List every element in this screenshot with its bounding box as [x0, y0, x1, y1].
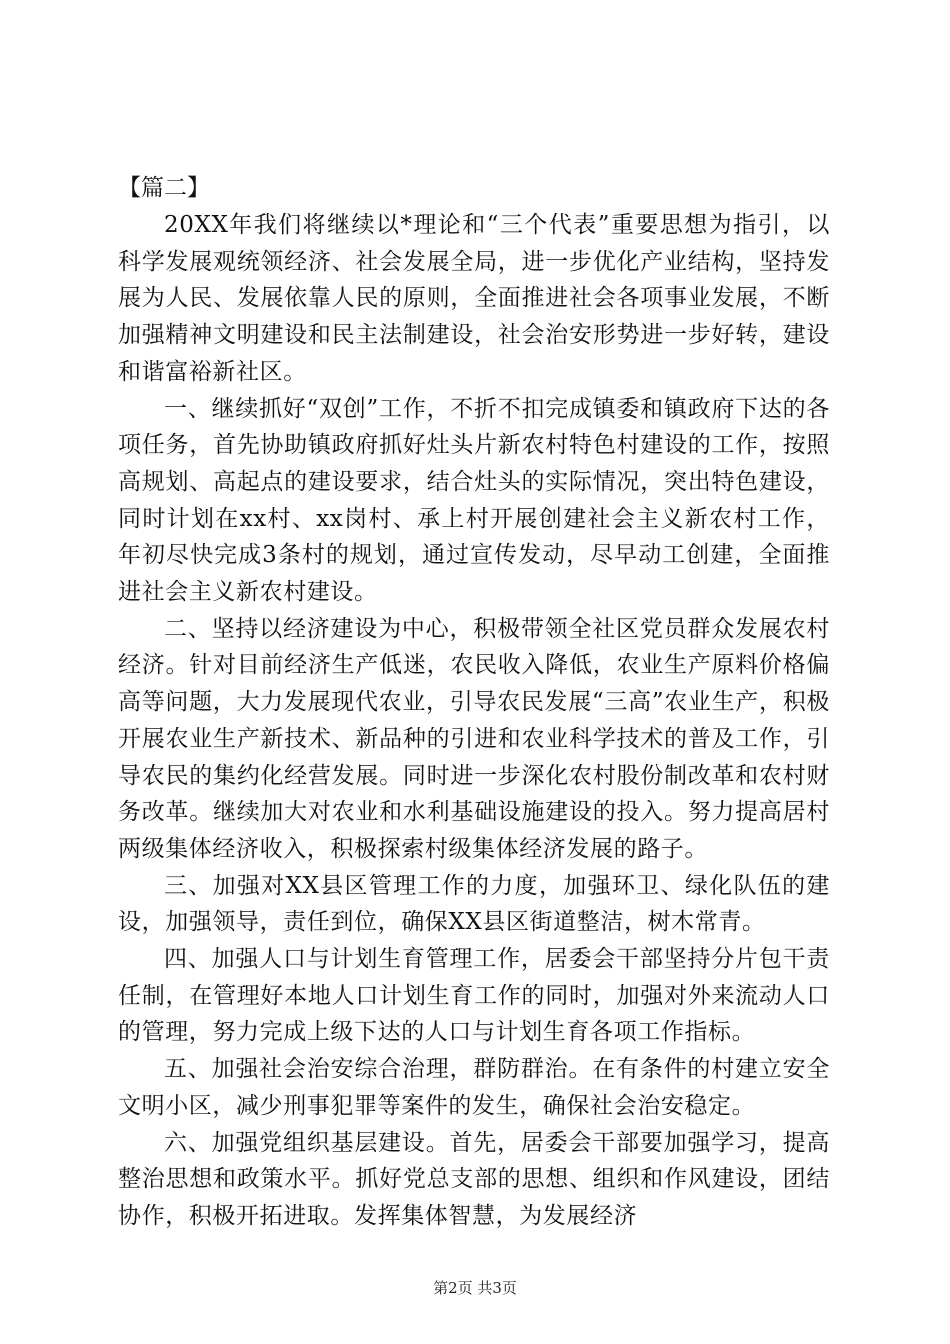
- document-body: [118, 170, 830, 1235]
- paragraph-item-5: 五、加强社会治安综合治理，群防群治。在有条件的村建立安全文明小区，减少刑事犯罪等案件的发生，确保社会治安稳定。: [118, 1056, 830, 1119]
- paragraph-item-4: 四、加强人口与计划生育管理工作，居委会干部坚持分片包干责任制，在管理好本地人口计划生育工作的同时，加强对外来流动人口的管理，努力完成上级下达的人口与计划生育各项工作指标。: [118, 946, 830, 1046]
- page-number-footer: 第2页 共3页: [433, 1279, 517, 1297]
- paragraph-item-1: 一、继续抓好“双创”工作，不折不扣完成镇委和镇政府下达的各项任务，首先协助镇政府抓好灶头片新农村特色村建设的工作，按照高规划、高起点的建设要求，结合灶头的实际情况，突出特色建设，同时计划在xx村、xx岗村、承上村开展创建社会主义新农村工作，年初尽快完成3条村的规划，通过宣传发动，尽早动工创建，全面推进社会主义新农村建设。: [118, 395, 830, 606]
- section-heading: 【篇二】: [118, 175, 210, 201]
- paragraph-item-2: 二、坚持以经济建设为中心，积极带领全社区党员群众发展农村经济。针对目前经济生产低迷，农民收入降低，农业生产原料价格偏高等问题，大力发展现代农业，引导农民发展“三高”农业生产，积极开展农业生产新技术、新品种的引进和农业科学技术的普及工作，引导农民的集约化经营发展。同时进一步深化农村股份制改革和农村财务改革。继续加大对农业和水利基础设施建设的投入。努力提高居村两级集体经济收入，积极探索村级集体经济发展的路子。: [118, 615, 830, 862]
- paragraph-item-6: 六、加强党组织基层建设。首先，居委会干部要加强学习，提高整治思想和政策水平。抓好党总支部的思想、组织和作风建设，团结协作，积极开拓进取。发挥集体智慧，为发展经济: [118, 1129, 830, 1229]
- paragraph-item-3: 三、加强对XX县区管理工作的力度，加强环卫、绿化队伍的建设，加强领导，责任到位，确保XX县区街道整洁，树木常青。: [118, 872, 830, 936]
- paragraph-intro: 20XX年我们将继续以*理论和“三个代表”重要思想为指引，以科学发展观统领经济、社会发展全局，进一步优化产业结构，坚持发展为人民、发展依靠人民的原则，全面推进社会各项事业发展，不断加强精神文明建设和民主法制建设，社会治安形势进一步好转，建设和谐富裕新社区。: [118, 212, 830, 385]
